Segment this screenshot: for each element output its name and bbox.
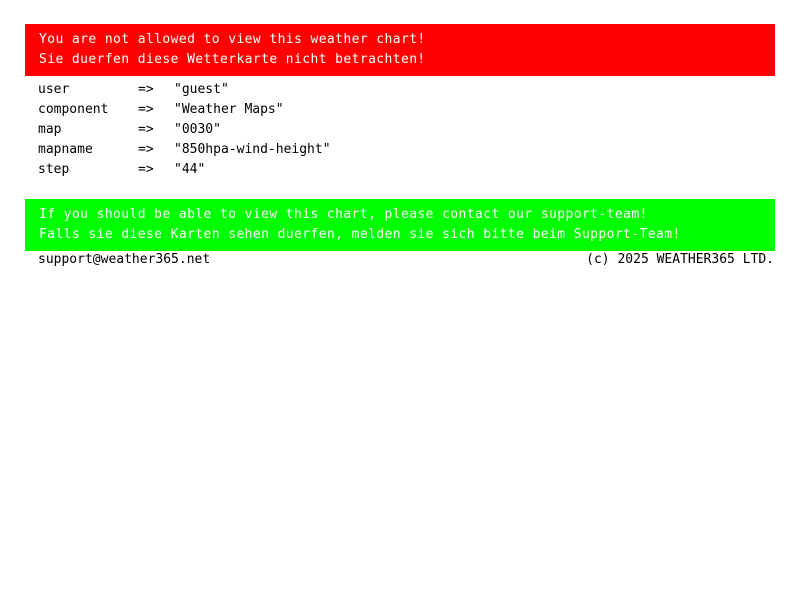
- parameter-row: [38, 100, 738, 120]
- support-email-link[interactable]: support@weather365.net: [38, 252, 211, 267]
- support-message-de: Falls sie diese Karten sehen duerfen, melden sie sich bitte beim Support-Team!: [39, 227, 681, 242]
- support-message-en: If you should be able to view this chart, please contact our support-team!: [39, 207, 648, 222]
- parameter-key: map: [38, 122, 62, 137]
- parameter-key: mapname: [38, 142, 93, 157]
- error-message-en: You are not allowed to view this weather chart!: [39, 32, 426, 47]
- parameter-value: "Weather Maps": [174, 102, 284, 117]
- parameter-arrow: =>: [138, 122, 154, 137]
- parameter-arrow: =>: [138, 102, 154, 117]
- footer: [38, 250, 774, 270]
- parameter-row: [38, 120, 738, 140]
- parameter-value: "44": [174, 162, 206, 177]
- parameter-value: "850hpa-wind-height": [174, 142, 331, 157]
- parameter-row: [38, 160, 738, 180]
- copyright-notice: (c) 2025 WEATHER365 LTD.: [586, 252, 774, 267]
- error-banner: [25, 24, 775, 76]
- parameter-key: component: [38, 102, 109, 117]
- support-banner: [25, 199, 775, 251]
- parameter-list: [38, 80, 738, 180]
- parameter-row: [38, 140, 738, 160]
- parameter-row: [38, 80, 738, 100]
- parameter-key: step: [38, 162, 70, 177]
- parameter-key: user: [38, 82, 70, 97]
- parameter-arrow: =>: [138, 162, 154, 177]
- error-message-de: Sie duerfen diese Wetterkarte nicht betrachten!: [39, 52, 426, 67]
- parameter-arrow: =>: [138, 82, 154, 97]
- parameter-arrow: =>: [138, 142, 154, 157]
- parameter-value: "0030": [174, 122, 221, 137]
- parameter-value: "guest": [174, 82, 229, 97]
